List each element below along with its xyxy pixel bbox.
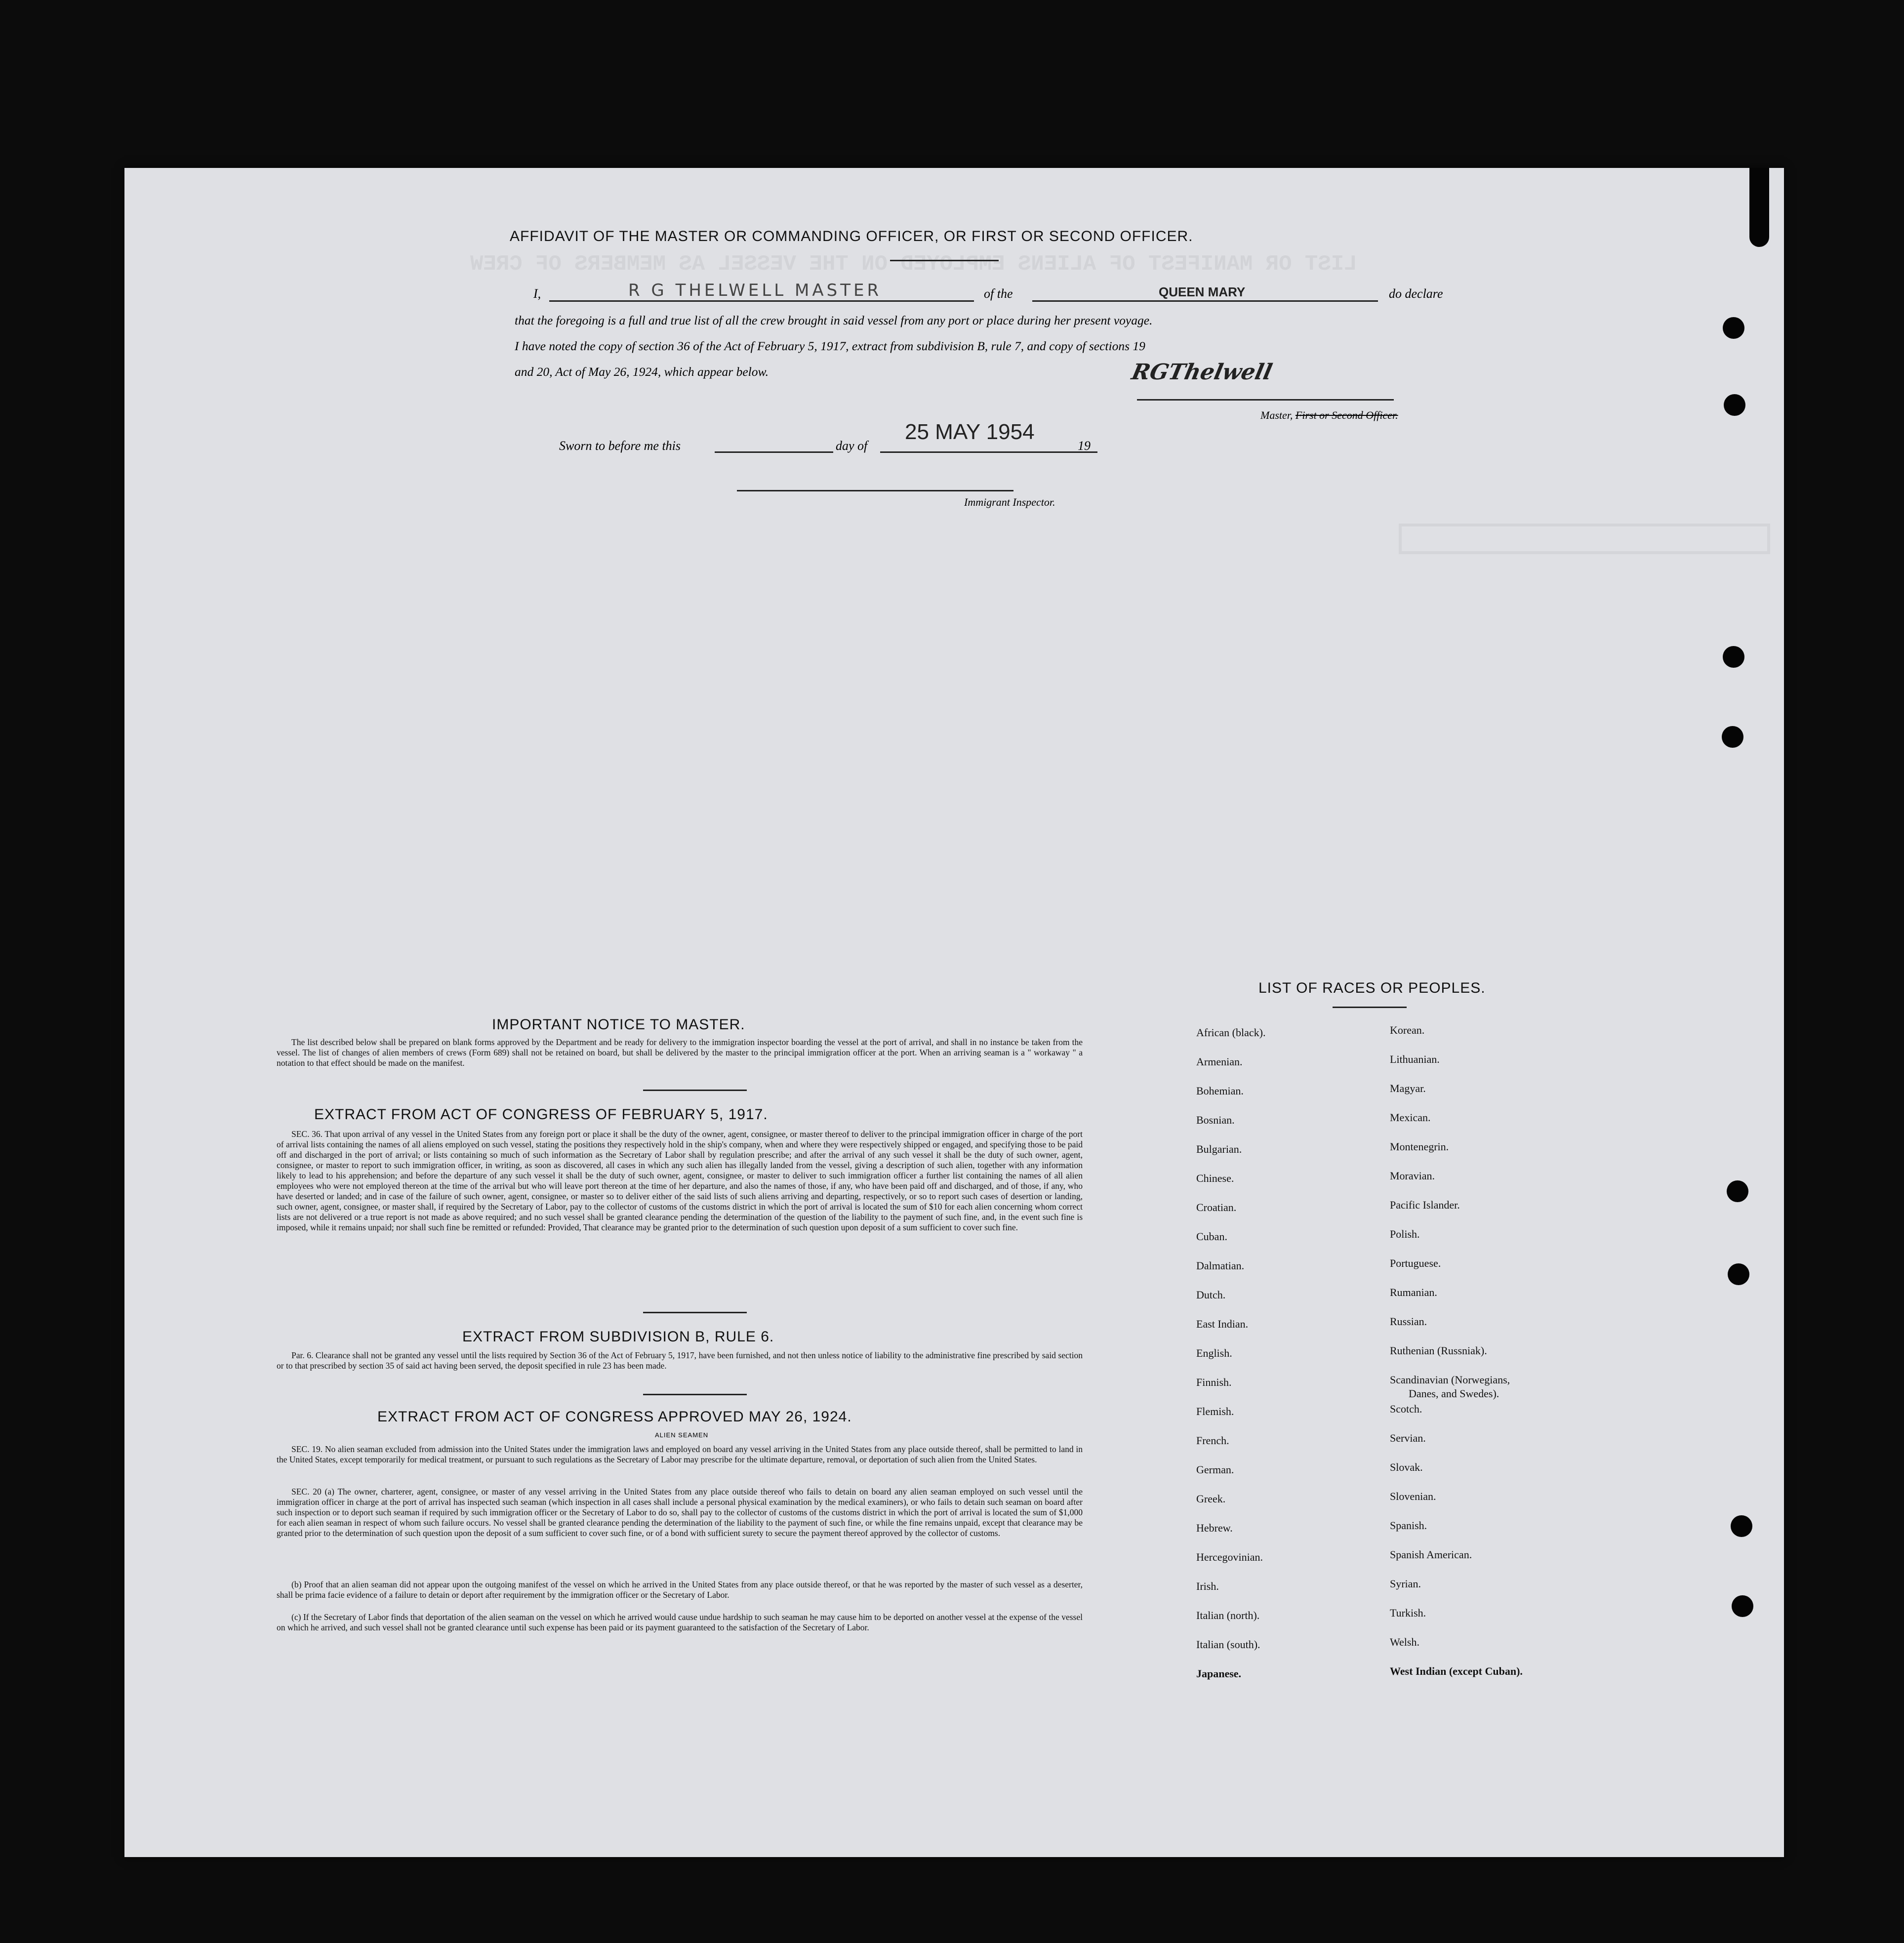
race-item: Welsh.	[1390, 1636, 1419, 1648]
master-name-handwritten: R G THELWELL MASTER	[628, 281, 882, 300]
do-declare-label: do declare	[1389, 286, 1443, 301]
race-item: Bulgarian.	[1196, 1143, 1242, 1155]
punch-hole	[1724, 394, 1745, 416]
sworn-date-field	[880, 451, 1097, 453]
race-item: Moravian.	[1390, 1170, 1435, 1182]
race-item: Danes, and Swedes).	[1409, 1387, 1499, 1400]
divider	[643, 1394, 747, 1395]
race-item: Bosnian.	[1196, 1114, 1235, 1126]
extract-1917-title: EXTRACT FROM ACT OF CONGRESS OF FEBRUARY 5, 1917.	[314, 1106, 768, 1123]
race-item: Magyar.	[1390, 1082, 1426, 1094]
master-caption-struck: First or Second Officer.	[1295, 409, 1398, 421]
race-item: Irish.	[1196, 1580, 1219, 1592]
day-of-label: day of	[836, 439, 868, 453]
race-item: Portuguese.	[1390, 1257, 1441, 1269]
race-item: Korean.	[1390, 1024, 1425, 1036]
race-item: African (black).	[1196, 1026, 1266, 1039]
affidavit-title-rule	[890, 260, 999, 261]
race-item: Croatian.	[1196, 1201, 1237, 1214]
vessel-field	[1032, 300, 1378, 302]
extract-1917-body: SEC. 36. That upon arrival of any vessel in the United States from any foreign port or place it shall be the duty of the owner, agent, consignee, or master thereof to deliver to the principal immigration officer in charge of the port of arrival lists containing the names of all aliens employed on such vessel, stating the positions they respectively hold in the ship's company, when and where they were respectively shipped or engaged, and specifying those to be paid off and discharged in the port of arrival; or lists containing so much of such information as the Secretary of Labor shall by regulation prescribe; and after the arrival of any such vessel it shall be the duty of such owner, agent, consignee, or master to report to such immigration officer, in writing, as soon as discovered, all cases in which any such alien has illegally landed from the vessel, giving a description of such alien, together with any information likely to lead to his apprehension; and before the departure of any such vessel it shall be the duty of such owner, agent, consignee, or master to deliver to such immigration officer a further list containing the names of all alien employees who were not employed thereon at the time of the arrival but who will leave port thereon at the time of her departure, and also the names of those, if any, who have been paid off and discharged, and of those, if any, who have deserted or landed; and in case of the failure of such owner, agent, consignee, or master so to deliver either of the said lists of such aliens arriving and departing, respectively, or so to report such cases of desertion or landing, such owner, agent, consignee, or master shall, if required by the Secretary of Labor, pay to the collector of customs of the customs district in which the port of arrival is located the sum of $10 for each alien concerning whom correct lists are not delivered or a true report is not made as above required; and no such vessel shall be granted clearance pending the determination of the question of the liability to the payment of such fine, and, in the event such fine is imposed, while it remains unpaid; nor shall such fine be remitted or refunded: Provided, That clearance may be granted prior to the determination of such question upon deposit of a sum sufficient to cover such fine.	[277, 1129, 1083, 1232]
punch-hole	[1728, 1263, 1749, 1285]
race-item: Scotch.	[1390, 1403, 1422, 1415]
race-item: Dalmatian.	[1196, 1259, 1245, 1272]
affidavit-line-2: that the foregoing is a full and true list of all the crew brought in said vessel from any port or place during her present voyage.	[515, 313, 1153, 327]
race-item: Montenegrin.	[1390, 1140, 1449, 1153]
race-item: Flemish.	[1196, 1405, 1234, 1417]
race-item: West Indian (except Cuban).	[1390, 1665, 1523, 1677]
races-title: LIST OF RACES OR PEOPLES.	[1258, 980, 1486, 996]
race-item: French.	[1196, 1434, 1229, 1447]
race-item: Polish.	[1390, 1228, 1420, 1240]
race-item: Finnish.	[1196, 1376, 1232, 1388]
punch-hole	[1722, 726, 1743, 748]
affidavit-i-label: I,	[533, 286, 541, 301]
race-item: Italian (north).	[1196, 1609, 1260, 1621]
race-item: Mexican.	[1390, 1111, 1431, 1124]
extract-1924-title: EXTRACT FROM ACT OF CONGRESS APPROVED MAY 26, 1924.	[377, 1409, 852, 1425]
sec20a-body: SEC. 20 (a) The owner, charterer, agent, consignee, or master of any vessel arriving in the United States from any place outside thereof who fails to detain on board any alien seaman employed on such vessel until the immigration officer in charge at the port of arrival has inspected such seaman (which inspection in all cases shall include a personal physical examination by the medical examiners), or who fails to detain such seaman on board after such inspection or to deport such seaman if required by such immigration officer or the Secretary of Labor to do so, shall pay to the collector of customs of the customs district in which the port of arrival is located the sum of $1,000 for each alien seaman in respect of whom such failure occurs. No vessel shall be granted clearance pending the determination of the liability to the payment of such fine, or while the fine remains unpaid, except that clearance may be granted prior to the determination of such question upon the deposit of a sum sufficient to cover such fine, or of a bond with sufficient surety to secure the payment thereof approved by the collector of customs.	[277, 1487, 1083, 1538]
punch-hole	[1723, 646, 1744, 668]
torn-edge	[1749, 168, 1769, 247]
sec20b-body: (b) Proof that an alien seaman did not appear upon the outgoing manifest of the vessel on which he arrived in the United States from any place outside thereof, or that he was reported by the master of such vessel as a deserter, shall be prima facie evidence of a failure to detain or deport after requirement by the immigration officer or the Secretary of Labor.	[277, 1579, 1083, 1600]
inspector-signature-line	[737, 490, 1013, 491]
race-item: Greek.	[1196, 1493, 1226, 1505]
affidavit-title: AFFIDAVIT OF THE MASTER OR COMMANDING OFFICER, OR FIRST OR SECOND OFFICER.	[510, 228, 1193, 244]
race-item: Scandinavian (Norwegians,	[1390, 1374, 1510, 1386]
sec20c-body: (c) If the Secretary of Labor finds that deportation of the alien seaman on the vessel on which he arrived would cause undue hardship to such seaman he may cause him to be deported on another vessel at the expense of the vessel on which he arrived, and such vessel shall not be granted clearance until such expense has been paid or its payment guaranteed to the satisfaction of the Secretary of Labor.	[277, 1612, 1083, 1632]
races-title-rule	[1333, 1007, 1407, 1008]
divider	[643, 1090, 747, 1091]
race-item: East Indian.	[1196, 1318, 1249, 1330]
race-item: Bohemian.	[1196, 1085, 1244, 1097]
notice-title: IMPORTANT NOTICE TO MASTER.	[492, 1016, 745, 1033]
race-item: German.	[1196, 1463, 1234, 1476]
divider	[643, 1312, 747, 1313]
punch-hole	[1731, 1515, 1752, 1537]
sec19-body: SEC. 19. No alien seaman excluded from admission into the United States under the immigration laws and employed on board any vessel arriving in the United States from any place outside thereof, shall be permitted to land in the United States, except temporarily for medical treatment, or pursuant to such regulations as the Secretary of Labor may prescribe for the ultimate departure, removal, or deportation of such alien from the United States.	[277, 1444, 1083, 1464]
race-item: Japanese.	[1196, 1667, 1242, 1680]
bleed-through-block	[1399, 524, 1770, 554]
extract-rule6-title: EXTRACT FROM SUBDIVISION B, RULE 6.	[462, 1329, 774, 1345]
master-name-field	[549, 300, 974, 302]
race-item: Italian (south).	[1196, 1638, 1260, 1651]
sworn-label: Sworn to before me this	[559, 439, 681, 453]
race-item: Spanish.	[1390, 1519, 1427, 1532]
race-item: Armenian.	[1196, 1055, 1243, 1068]
year-label: 19	[1078, 439, 1091, 453]
race-item: Slovenian.	[1390, 1490, 1436, 1502]
race-item: Ruthenian (Russniak).	[1390, 1344, 1487, 1357]
vessel-name-typed: QUEEN MARY	[1159, 284, 1246, 299]
race-item: Dutch.	[1196, 1289, 1226, 1301]
race-item: Slovak.	[1390, 1461, 1423, 1473]
notice-body: The list described below shall be prepared on blank forms approved by the Department and be ready for delivery to the immigration inspector boarding the vessel at the port of arrival, and shall in no instance be taken from the vessel. The list of changes of alien members of crews (Form 689) shall not be retained on board, but shall be delivered by the master to the principal immigration officer at the port. When an arriving seaman is a " workaway " a notation to that effect should be made on the manifest.	[277, 1037, 1083, 1068]
race-item: Chinese.	[1196, 1172, 1234, 1184]
race-item: Cuban.	[1196, 1230, 1227, 1243]
sworn-day-field	[715, 451, 833, 453]
race-item: Pacific Islander.	[1390, 1199, 1460, 1211]
affidavit-line-4: and 20, Act of May 26, 1924, which appear below.	[515, 364, 769, 379]
master-caption	[1260, 409, 1398, 422]
punch-hole	[1732, 1595, 1753, 1617]
race-item: Servian.	[1390, 1432, 1426, 1444]
alien-seamen-subtitle: ALIEN SEAMEN	[655, 1431, 709, 1439]
bleed-through-text: LIST OR MANIFEST OF ALIENS EMPLOYED ON THE VESSEL AS MEMBERS OF CREW	[470, 252, 1357, 277]
of-the-label: of the	[984, 286, 1013, 301]
signature-line	[1137, 399, 1394, 401]
inspector-caption: Immigrant Inspector.	[964, 496, 1055, 508]
race-item: Turkish.	[1390, 1607, 1426, 1619]
punch-hole	[1723, 317, 1744, 339]
race-item: Russian.	[1390, 1315, 1427, 1328]
master-signature: RGThelwell	[1129, 360, 1275, 385]
extract-rule6-body: Par. 6. Clearance shall not be granted any vessel until the lists required by Section 36 of the Act of February 5, 1917, have been furnished, and not then unless notice of liability to the administrative fine prescribed by said section or to that prescribed by section 35 of said act having been served, the deposit specified in rule 23 has been made.	[277, 1350, 1083, 1371]
race-item: Hebrew.	[1196, 1522, 1233, 1534]
date-stamp: 25 MAY 1954	[905, 420, 1035, 444]
master-caption-master: Master,	[1260, 409, 1293, 421]
document-page	[124, 168, 1784, 1857]
race-item: Hercegovinian.	[1196, 1551, 1263, 1563]
affidavit-line-3: I have noted the copy of section 36 of the Act of February 5, 1917, extract from subdivision B, rule 7, and copy of sections 19	[515, 339, 1145, 353]
race-item: Spanish American.	[1390, 1548, 1472, 1561]
race-item: Lithuanian.	[1390, 1053, 1440, 1065]
race-item: English.	[1196, 1347, 1232, 1359]
race-item: Syrian.	[1390, 1578, 1421, 1590]
race-item: Rumanian.	[1390, 1286, 1437, 1298]
punch-hole	[1727, 1180, 1748, 1202]
